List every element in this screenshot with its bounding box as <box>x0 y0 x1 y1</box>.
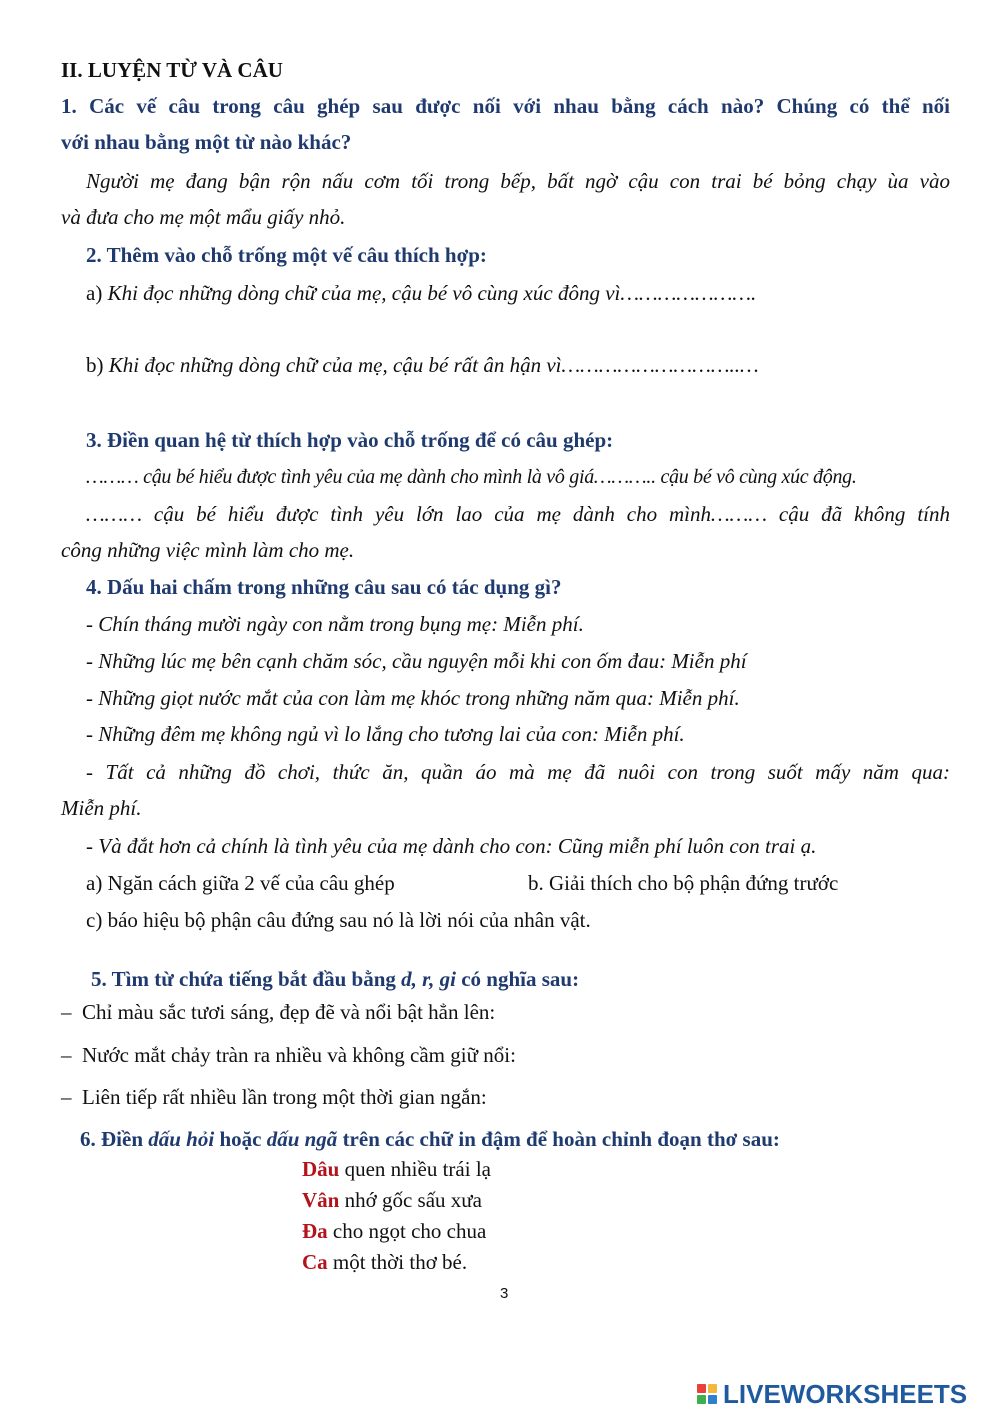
dash-bullet: – <box>61 1085 72 1109</box>
q5-title-start: 5. Tìm từ chứa tiếng bắt đầu bằng <box>91 967 396 991</box>
q1-title-line1: 1. Các vế câu trong câu ghép sau được nối với nhau bằng cách nào? Chúng có thể nối <box>61 94 950 118</box>
poem-bold-word[interactable]: Vân <box>302 1188 340 1212</box>
q1-passage-line1: Người mẹ đang bận rộn nấu cơm tối trong bếp, bất ngờ cậu con trai bé bỏng chạy ùa vào <box>86 169 950 193</box>
q5-item-text: Nước mắt chảy tràn ra nhiều và không cầm giữ nổi: <box>82 1043 516 1067</box>
q4-option-c[interactable]: c) báo hiệu bộ phận câu đứng sau nó là lời nói của nhân vật. <box>86 908 591 932</box>
q2-item-a <box>86 281 756 306</box>
q6-title-italic: dấu hỏi <box>148 1127 215 1151</box>
q3-line3: công những việc mình làm cho mẹ. <box>61 538 355 562</box>
logo-block <box>708 1395 717 1404</box>
q6-title-italic: dấu ngã <box>266 1127 338 1151</box>
logo-text: LIVEWORKSHEETS <box>723 1378 968 1409</box>
q5-item <box>61 1085 487 1110</box>
q5-item <box>61 1043 516 1068</box>
q3-line1[interactable]: ……… cậu bé hiểu được tình yêu của mẹ dành cho mình là vô giá……….. cậu bé vô cùng xúc động. <box>86 466 857 488</box>
q2-item-a-label: a) <box>86 281 103 305</box>
q2-item-b <box>86 353 759 378</box>
q4-item: - Những đêm mẹ không ngủ vì lo lắng cho tương lai của con: Miễn phí. <box>86 722 685 746</box>
logo-block <box>697 1395 706 1404</box>
q2-title: 2. Thêm vào chỗ trống một vế câu thích hợp: <box>86 243 487 267</box>
q4-item6: - Và đắt hơn cả chính là tình yêu của mẹ dành cho con: Cũng miễn phí luôn con trai ạ. <box>86 834 817 858</box>
page-number: 3 <box>500 1285 509 1302</box>
q4-option-b[interactable]: b. Giải thích cho bộ phận đứng trước <box>528 871 839 895</box>
poem-line-rest: một thời thơ bé. <box>327 1250 468 1274</box>
q6-title <box>80 1127 780 1152</box>
q2-item-b-text[interactable]: Khi đọc những dòng chữ của mẹ, cậu bé rất ân hận vì………………………..… <box>108 353 759 377</box>
q4-option-a[interactable]: a) Ngăn cách giữa 2 vế của câu ghép <box>86 871 395 895</box>
poem-line-rest: cho ngọt cho chua <box>327 1219 487 1243</box>
logo-block <box>708 1384 717 1393</box>
q1-title-line2: với nhau bằng một từ nào khác? <box>61 130 352 154</box>
q2-item-a-text[interactable]: Khi đọc những dòng chữ của mẹ, cậu bé vô cùng xúc đông vì…………………. <box>107 281 757 305</box>
q5-item <box>61 1000 495 1025</box>
dash-bullet: – <box>61 1000 72 1024</box>
q4-item5-line1: - Tất cả những đồ chơi, thức ăn, quần áo mà mẹ đã nuôi con trong suốt mấy năm qua: <box>86 760 950 784</box>
q4-item5-line2: Miễn phí. <box>61 796 142 820</box>
q4-item: - Những lúc mẹ bên cạnh chăm sóc, cầu nguyện mỗi khi con ốm đau: Miễn phí <box>86 649 747 673</box>
q2-item-b-label: b) <box>86 353 104 377</box>
q3-line2[interactable]: ……… cậu bé hiểu được tình yêu lớn lao của mẹ dành cho mình……… cậu đã không tính <box>86 502 950 526</box>
q6-title-part: hoặc <box>219 1127 262 1151</box>
liveworksheets-logo[interactable] <box>697 1380 967 1408</box>
q6-title-part: 6. Điền <box>80 1127 143 1151</box>
poem-bold-word[interactable]: Đa <box>302 1219 328 1243</box>
poem-line <box>302 1157 491 1182</box>
q3-title: 3. Điền quan hệ từ thích hợp vào chỗ trống để có câu ghép: <box>86 428 614 452</box>
dash-bullet: – <box>61 1043 72 1067</box>
q6-title-part: trên các chữ in đậm để hoàn chỉnh đoạn thơ sau: <box>342 1127 780 1151</box>
q5-title-letters: d, r, gi <box>401 967 456 991</box>
poem-line <box>302 1250 467 1275</box>
poem-bold-word[interactable]: Dâu <box>302 1157 340 1181</box>
logo-blocks-icon <box>697 1384 717 1404</box>
q5-title <box>91 967 579 992</box>
poem-bold-word[interactable]: Ca <box>302 1250 328 1274</box>
logo-block <box>697 1384 706 1393</box>
q4-item: - Chín tháng mười ngày con nằm trong bụng mẹ: Miễn phí. <box>86 612 584 636</box>
poem-line-rest: quen nhiều trái lạ <box>339 1157 491 1181</box>
q5-item-text: Chỉ màu sắc tươi sáng, đẹp đẽ và nổi bật hẳn lên: <box>82 1000 496 1024</box>
section-heading: II. LUYỆN TỪ VÀ CÂU <box>61 58 283 82</box>
q4-title: 4. Dấu hai chấm trong những câu sau có tác dụng gì? <box>86 575 562 599</box>
q5-title-end: có nghĩa sau: <box>461 967 580 991</box>
q1-passage-line2: và đưa cho mẹ một mẩu giấy nhỏ. <box>61 205 346 229</box>
poem-line <box>302 1219 486 1244</box>
poem-line <box>302 1188 482 1213</box>
q4-item: - Những giọt nước mắt của con làm mẹ khóc trong những năm qua: Miễn phí. <box>86 686 740 710</box>
q5-item-text: Liên tiếp rất nhiều lần trong một thời gian ngắn: <box>82 1085 487 1109</box>
poem-line-rest: nhớ gốc sấu xưa <box>339 1188 482 1212</box>
